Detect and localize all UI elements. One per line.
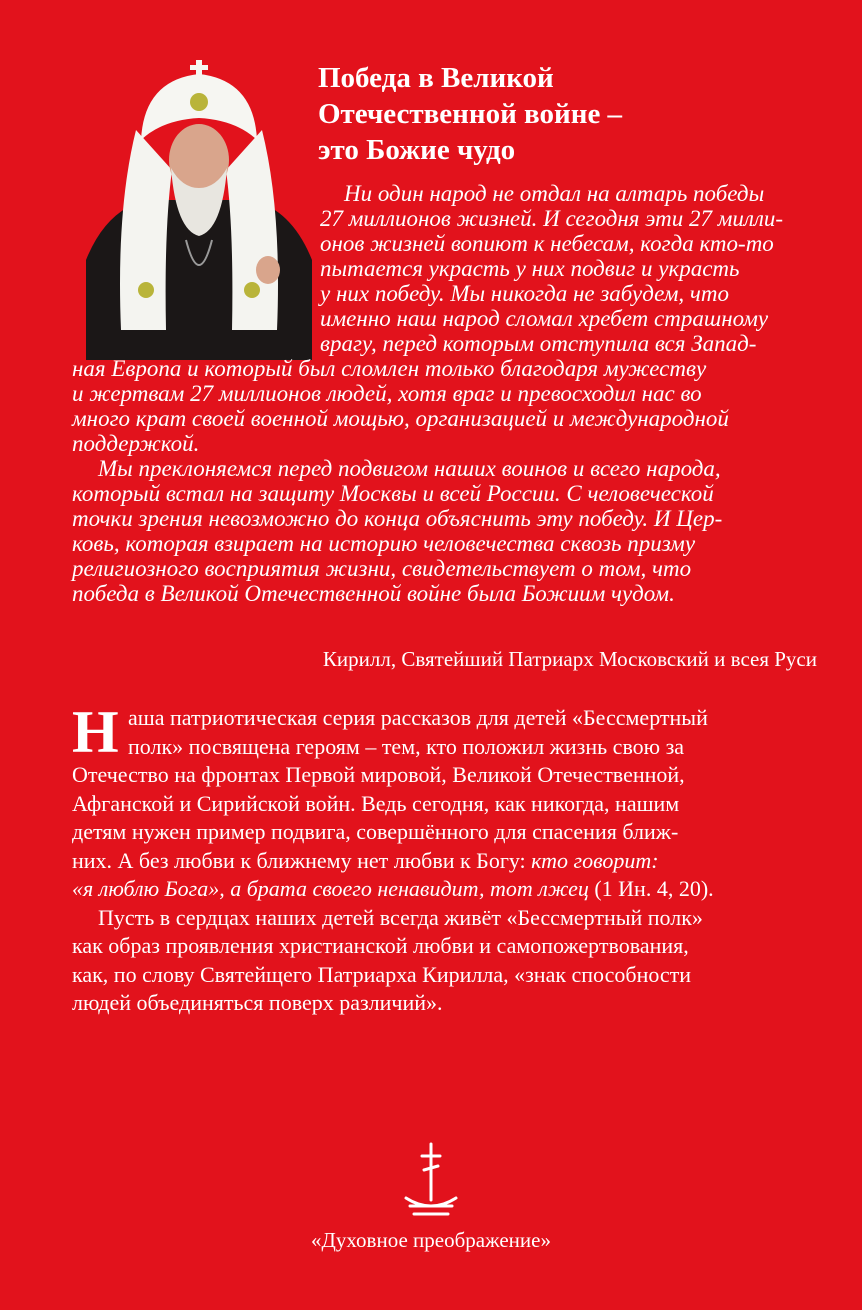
- quote-line: религиозного восприятия жизни, свидетельствует о том, что: [72, 556, 692, 581]
- quote-line: онов жизней вопиют к небесам, когда кто-то: [320, 231, 774, 256]
- quote-line: Ни один народ не отдал на алтарь победы: [344, 181, 765, 206]
- quote-line: Мы преклоняемся перед подвигом наших воинов и всего народа,: [98, 456, 721, 481]
- scripture-reference: (1 Ин. 4, 20).: [588, 876, 714, 901]
- scripture-quote: «я люблю Бога», а брата своего ненавидит, тот лжец: [72, 876, 589, 901]
- quote-line: 27 миллионов жизней. И сегодня эти 27 милли-: [320, 206, 784, 231]
- quote-signature: Кирилл, Святейший Патриарх Московский и всея Руси: [322, 647, 817, 671]
- body-line: Афганской и Сирийской войн. Ведь сегодня, как никогда, нашим: [72, 790, 680, 816]
- body-line: [72, 875, 820, 904]
- body-line: [72, 847, 820, 876]
- quote-line: врагу, перед которым отступила вся Запад-: [320, 331, 757, 356]
- publisher-name: «Духовное преображение»: [311, 1228, 551, 1252]
- body-line: детям нужен пример подвига, совершённого для спасения ближ-: [72, 819, 679, 844]
- title-line: Отечественной войне –: [318, 98, 623, 130]
- article-title: [318, 60, 718, 168]
- scripture-quote: кто говорит:: [531, 847, 659, 873]
- title-line: это Божие чудо: [318, 134, 516, 166]
- quote-line: точки зрения невозможно до конца объяснить эту победу. И Цер-: [72, 506, 723, 531]
- body-line: как, по слову Святейщего Патриарха Кирилла, «знак способности: [72, 961, 692, 987]
- title-line: Победа в Великой: [318, 62, 554, 94]
- drop-cap: Н: [72, 699, 119, 765]
- quote-line: ная Европа и который был сломлен только благодаря мужеству: [72, 356, 707, 381]
- quote-line: у них победу. Мы никогда не забудем, что: [320, 281, 730, 306]
- quote-line: ковь, которая взирает на историю человечества сквозь призму: [72, 531, 696, 556]
- body-line: Отечество на фронтах Первой мировой, Великой Отечественной,: [72, 762, 685, 787]
- body-text: них. А без любви к ближнему нет любви к Богу:: [72, 847, 532, 873]
- boat-cross-logo-icon: [400, 1140, 462, 1222]
- quote-line: и жертвам 27 миллионов людей, хотя враг и превосходил нас во: [72, 381, 702, 406]
- quote-line: много крат своей военной мощью, организацией и международной: [72, 406, 729, 431]
- body-line: аша патриотическая серия рассказов для детей «Бессмертный: [128, 705, 708, 730]
- quote-line: пытается украсть у них подвиг и украсть: [320, 256, 740, 281]
- body-line: как образ проявления христианской любви и самопожертвования,: [72, 933, 689, 958]
- body-line: Пусть в сердцах наших детей всегда живёт «Бессмертный полк»: [98, 904, 703, 930]
- quote-line: победа в Великой Отечественной войне была Божиим чудом.: [72, 581, 675, 606]
- quote-line: который встал на защиту Москвы и всей России. С человеческой: [72, 481, 714, 506]
- body-line: людей объединяться поверх различий».: [72, 990, 443, 1015]
- body-line: полк» посвящена героям – тем, кто положил жизнь свою за: [128, 733, 685, 759]
- quote-line: поддержкой.: [72, 431, 200, 456]
- series-description: [72, 699, 820, 1018]
- patriarch-quote: [72, 181, 820, 606]
- quote-line: именно наш народ сломал хребет страшному: [320, 306, 769, 331]
